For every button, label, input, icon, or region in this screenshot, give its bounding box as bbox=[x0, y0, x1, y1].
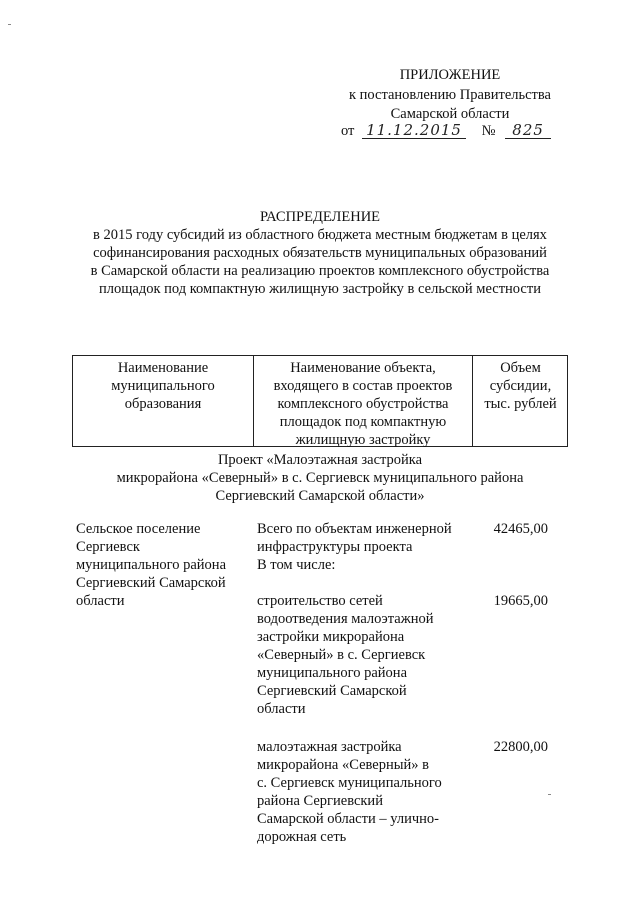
date-prefix: от bbox=[341, 123, 355, 139]
municipality-line: Сельское поселение bbox=[76, 521, 201, 537]
header-text: Объем bbox=[500, 360, 541, 376]
object-line: строительство сетей bbox=[257, 593, 383, 609]
appendix-line-1: к постановлению Правительства bbox=[349, 87, 551, 103]
header-amount bbox=[473, 356, 568, 446]
object-line: района Сергиевский bbox=[257, 793, 383, 809]
number-prefix: № bbox=[481, 123, 496, 139]
row-roads-object bbox=[257, 738, 442, 846]
object-line: муниципального района bbox=[257, 665, 407, 681]
header-text: субсидии, bbox=[489, 378, 552, 394]
object-line: Самарской области – улично- bbox=[257, 811, 439, 827]
municipality-line: Сергиевский Самарской bbox=[76, 575, 226, 591]
header-text: муниципального bbox=[111, 378, 215, 394]
header-text: Наименование bbox=[117, 360, 209, 376]
subtitle-line-4: площадок под компактную жилищную застройку в сельской местности bbox=[99, 281, 541, 297]
header-municipality bbox=[73, 356, 253, 446]
object-line: Сергиевский Самарской bbox=[257, 683, 407, 699]
project-title-line-1: Проект «Малоэтажная застройка bbox=[217, 452, 423, 468]
date-signature: 11.12.2015 bbox=[362, 122, 466, 139]
municipality-line: Сергиевск bbox=[76, 539, 140, 555]
object-line: малоэтажная застройка bbox=[257, 739, 402, 755]
document-heading: РАСПРЕДЕЛЕНИЕ bbox=[259, 209, 381, 225]
scan-speck bbox=[548, 794, 551, 795]
object-line: застройки микрорайона bbox=[257, 629, 405, 645]
object-line: области bbox=[257, 701, 306, 717]
header-text: образования bbox=[124, 396, 202, 412]
header-text: комплексного обустройства bbox=[277, 396, 449, 412]
subtitle-line-3: в Самарской области на реализацию проектов комплексного обустройства bbox=[90, 263, 550, 279]
subtitle-line-1: в 2015 году субсидий из областного бюджета местным бюджетам в целях bbox=[93, 227, 547, 243]
municipality-cell bbox=[76, 520, 226, 610]
row-total-amount: 42465,00 bbox=[493, 521, 548, 537]
object-line: водоотведения малоэтажной bbox=[257, 611, 434, 627]
number-signature: 825 bbox=[505, 122, 551, 139]
appendix-title: ПРИЛОЖЕНИЕ bbox=[399, 67, 501, 83]
municipality-line: муниципального района bbox=[76, 557, 226, 573]
project-title-line-3: Сергиевский Самарской области» bbox=[215, 488, 425, 504]
row-roads-amount: 22800,00 bbox=[493, 739, 548, 755]
row-sewerage-amount: 19665,00 bbox=[493, 593, 548, 609]
appendix-line-2: Самарской области bbox=[390, 106, 510, 122]
project-title-line-2: микрорайона «Северный» в с. Сергиевск муниципального района bbox=[116, 470, 524, 486]
header-text: входящего в состав проектов bbox=[273, 378, 453, 394]
municipality-line: области bbox=[76, 593, 125, 609]
table-header bbox=[72, 355, 568, 447]
object-line: с. Сергиевск муниципального bbox=[257, 775, 442, 791]
object-line: «Северный» в с. Сергиевск bbox=[257, 647, 426, 663]
object-line: Всего по объектам инженерной bbox=[257, 521, 452, 537]
row-total-object bbox=[257, 520, 452, 574]
object-line: дорожная сеть bbox=[257, 829, 347, 845]
header-text: тыс. рублей bbox=[484, 396, 557, 412]
object-line: инфраструктуры проекта bbox=[257, 539, 413, 555]
object-line: микрорайона «Северный» в bbox=[257, 757, 429, 773]
header-object bbox=[254, 356, 472, 446]
header-text: Наименование объекта, bbox=[290, 360, 436, 376]
project-title bbox=[72, 451, 568, 505]
header-text: жилищную застройку bbox=[295, 432, 431, 448]
row-sewerage-object bbox=[257, 592, 434, 718]
appendix-date-line bbox=[341, 122, 551, 140]
document-title bbox=[60, 208, 580, 298]
scan-speck bbox=[8, 24, 11, 25]
header-text: площадок под компактную bbox=[279, 414, 447, 430]
subtitle-line-2: софинансирования расходных обязательств муниципальных образований bbox=[93, 245, 547, 261]
object-line: В том числе: bbox=[257, 557, 336, 573]
